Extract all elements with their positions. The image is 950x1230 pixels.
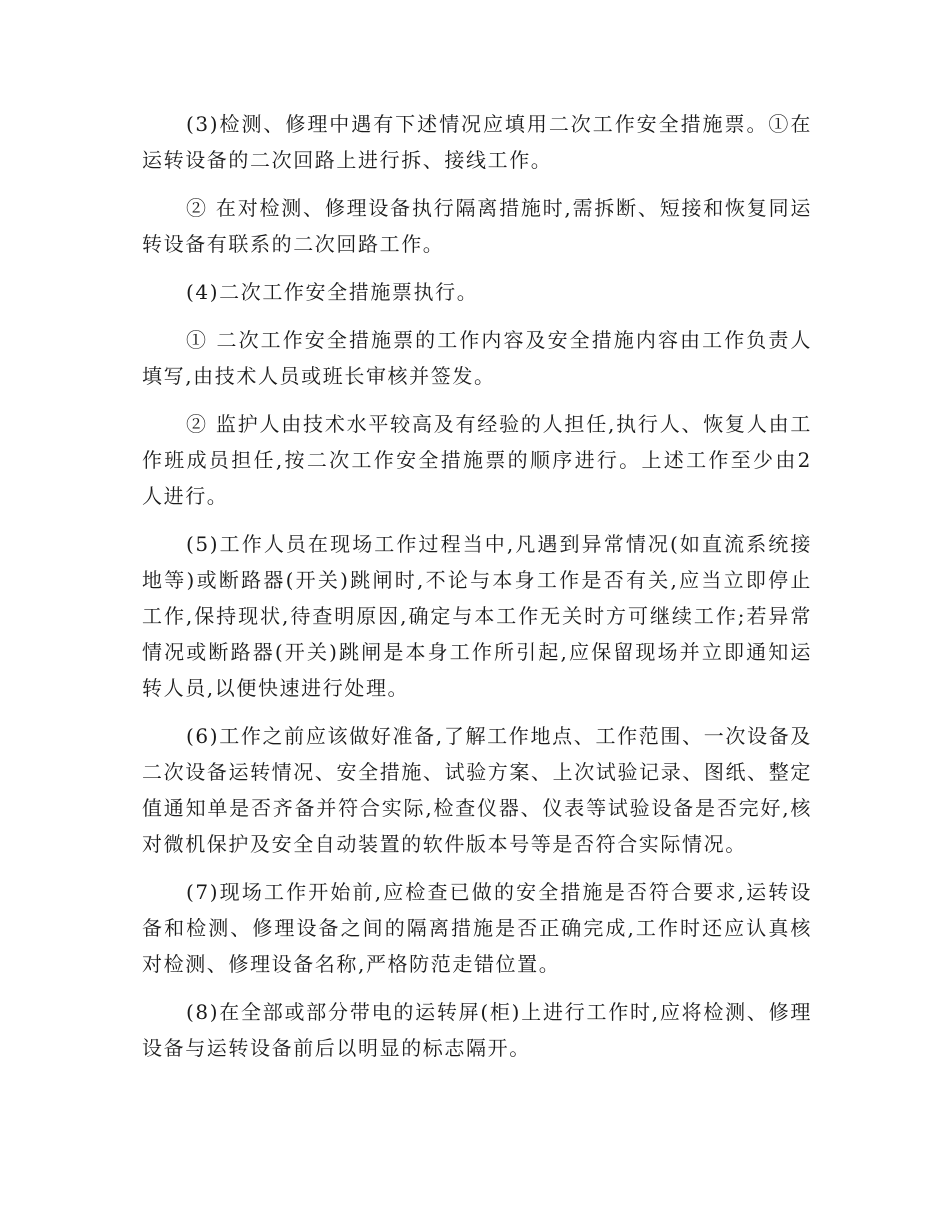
paragraph-5: (5)工作人员在现场工作过程当中,凡遇到异常情况(如直流系统接地等)或断路器(开关)跳闸时,不论与本身工作是否有关,应当立即停止工作,保持现状,待查明原因,确定与本工作无关时方可继续工作;若异常情况或断路器(开关)跳闸是本身工作所引起,应保留现场并立即通知运转人员,以便快速进行处理。	[142, 532, 812, 700]
paragraph-4: (4)二次工作安全措施票执行。	[186, 280, 479, 304]
paragraph-3-item-2: ② 在对检测、修理设备执行隔离措施时,需拆断、短接和恢复同运转设备有联系的二次回路工作。	[142, 196, 812, 256]
paragraph-8: (8)在全部或部分带电的运转屏(柜)上进行工作时,应将检测、修理设备与运转设备前后以明显的标志隔开。	[142, 1000, 812, 1060]
paragraph-7: (7)现场工作开始前,应检查已做的安全措施是否符合要求,运转设备和检测、修理设备之间的隔离措施是否正确完成,工作时还应认真核对检测、修理设备名称,严格防范走错位置。	[142, 880, 812, 976]
paragraph-6: (6)工作之前应该做好准备,了解工作地点、工作范围、一次设备及二次设备运转情况、安全措施、试验方案、上次试验记录、图纸、整定值通知单是否齐备并符合实际,检查仪器、仪表等试验设备是否完好,核对微机保护及安全自动装置的软件版本号等是否符合实际情况。	[142, 724, 812, 856]
paragraph-4-item-2: ② 监护人由技术水平较高及有经验的人担任,执行人、恢复人由工作班成员担任,按二次工作安全措施票的顺序进行。上述工作至少由2人进行。	[142, 412, 812, 508]
paragraph-4-item-1: ① 二次工作安全措施票的工作内容及安全措施内容由工作负责人填写,由技术人员或班长审核并签发。	[142, 328, 812, 388]
paragraph-3: (3)检测、修理中遇有下述情况应填用二次工作安全措施票。①在运转设备的二次回路上进行拆、接线工作。	[142, 112, 812, 172]
